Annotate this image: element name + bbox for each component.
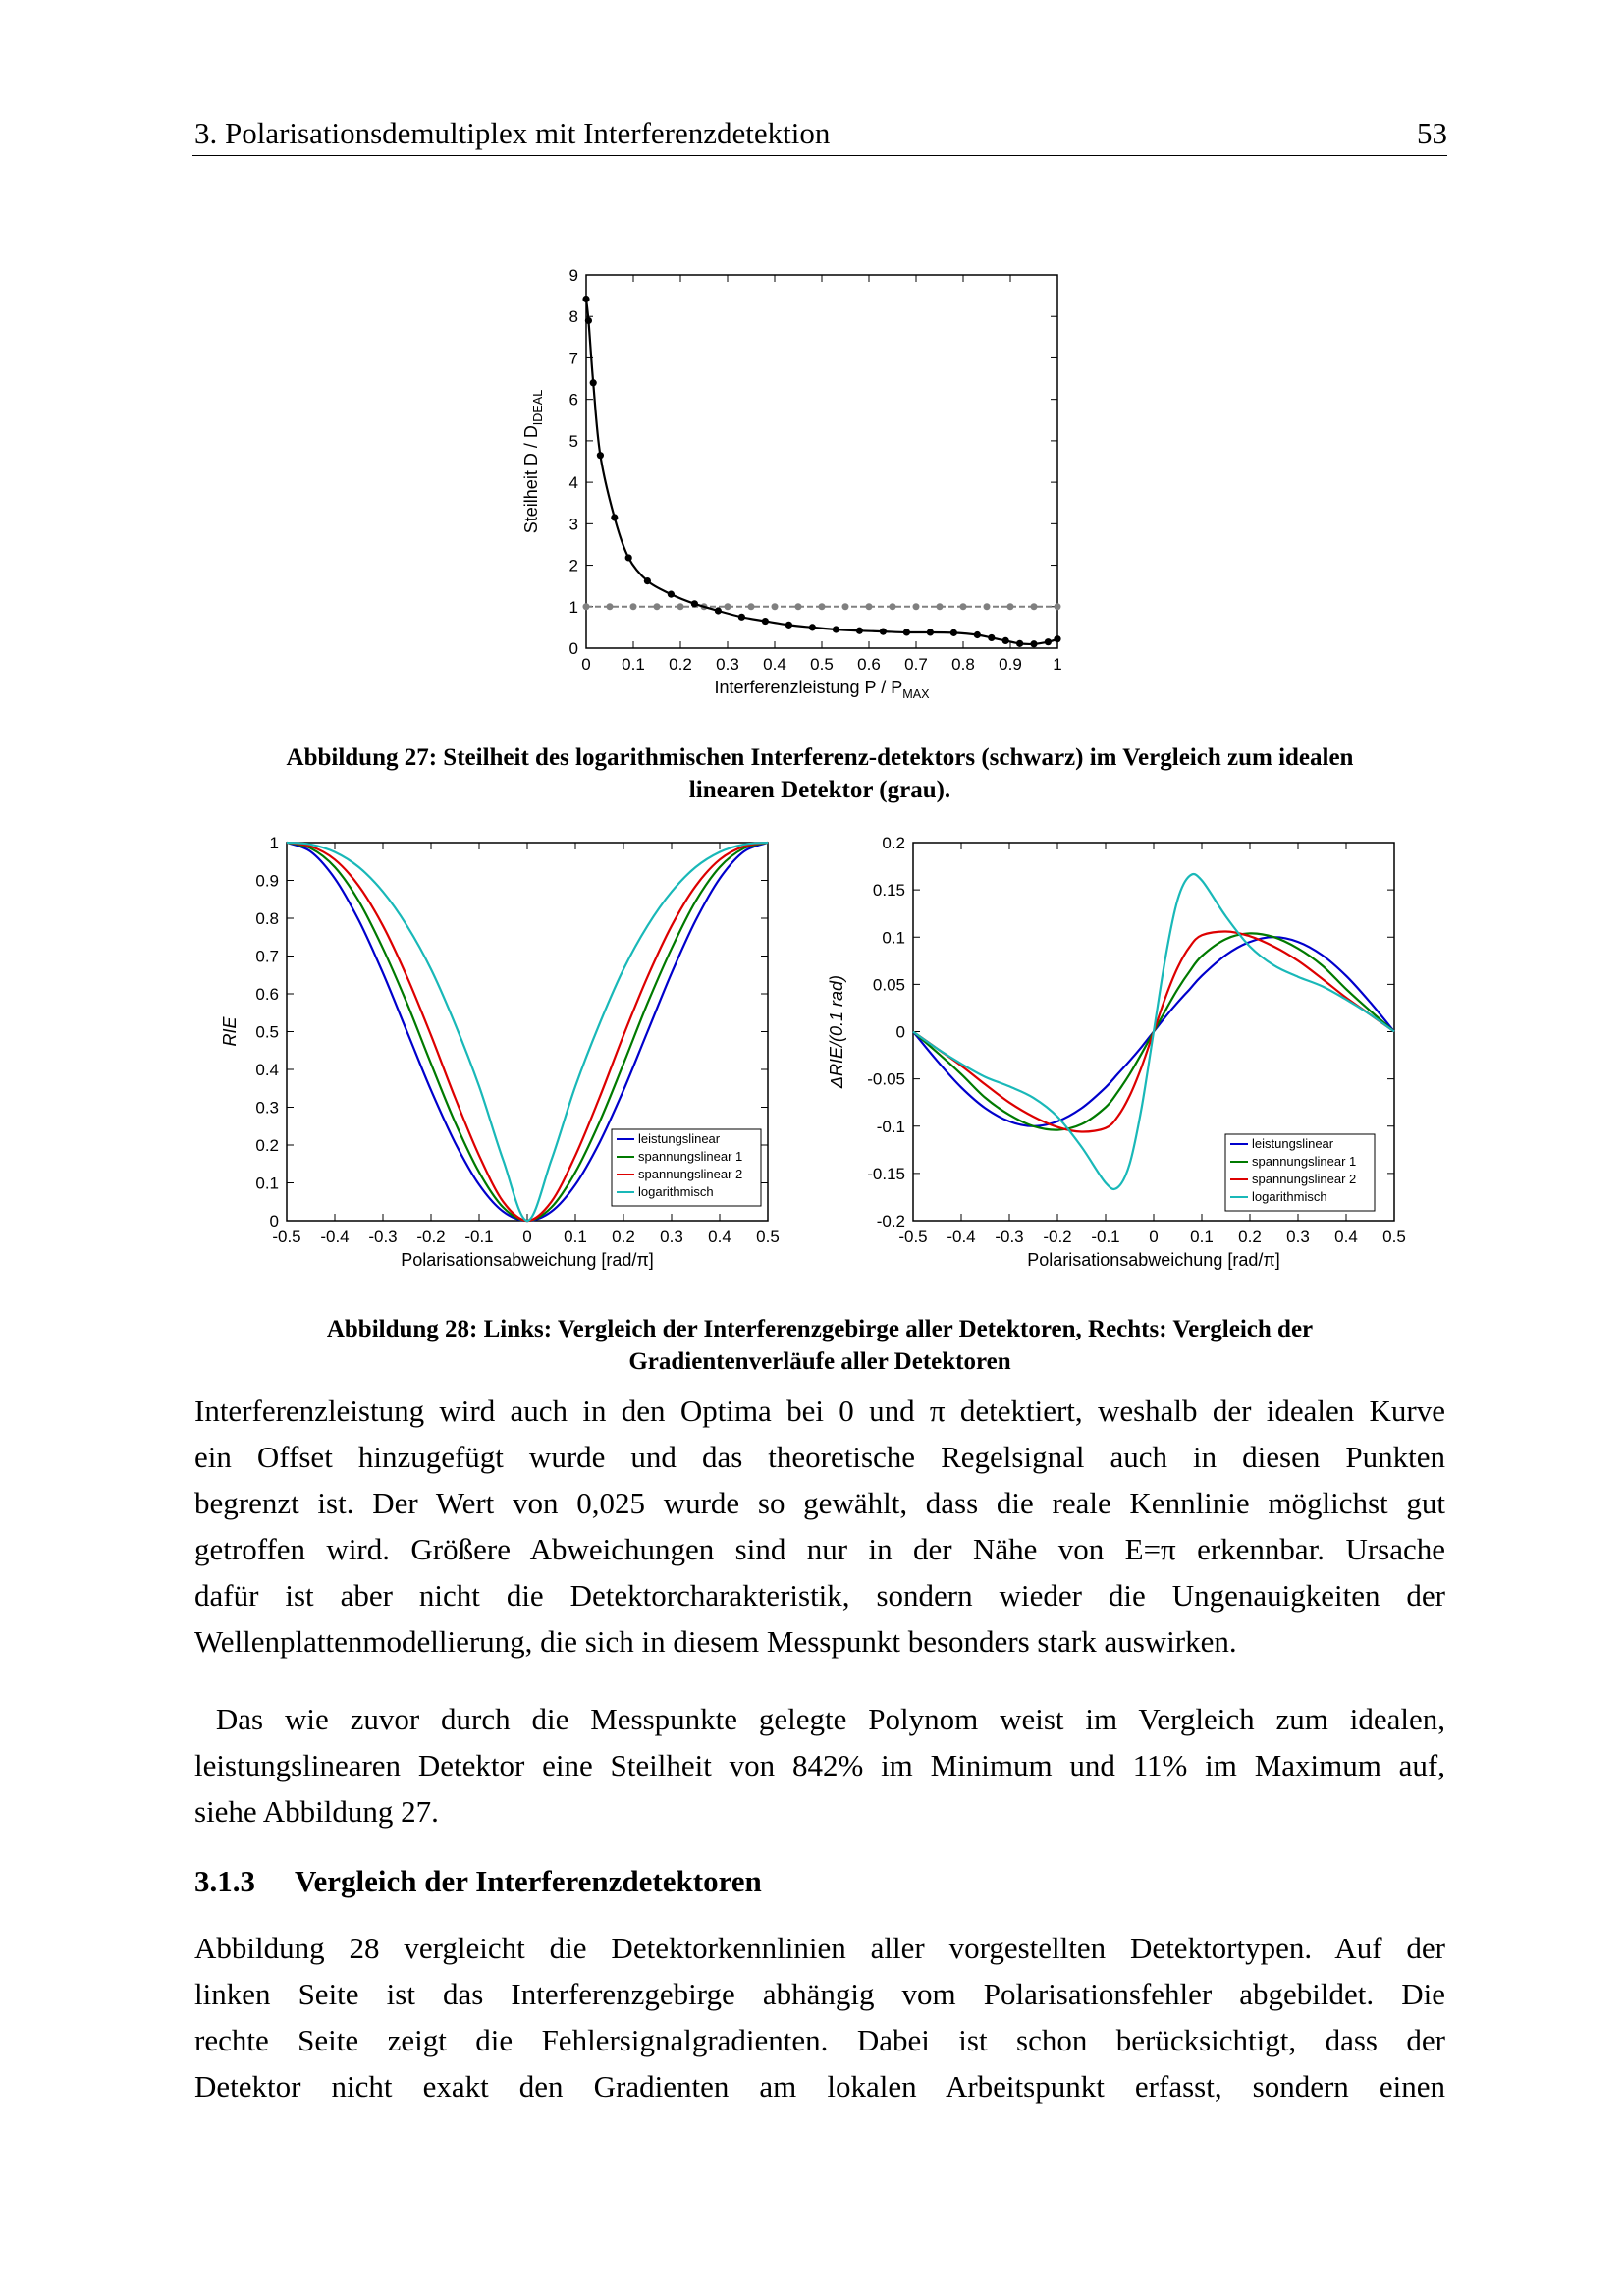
data-point-ideal xyxy=(607,603,614,610)
paragraph-3 xyxy=(194,1925,1445,2109)
legend-entry: logarithmisch xyxy=(1252,1189,1327,1204)
data-point-ideal xyxy=(866,603,873,610)
data-point-log xyxy=(668,591,675,598)
paragraph-line: linken Seite ist das Interferenzgebirge abhängig vom Polarisationsfehler abgebildet. Die xyxy=(194,1977,1445,2011)
y-tick-label: -0.05 xyxy=(867,1069,905,1089)
data-point-log xyxy=(590,379,597,386)
data-point-log xyxy=(809,624,816,630)
data-point-log xyxy=(715,607,722,614)
data-point-log xyxy=(880,629,887,635)
y-tick-label: 0 xyxy=(269,1212,279,1230)
paragraph-line: rechte Seite zeigt die Fehlersignalgradienten. Dabei ist schon berücksichtigt, dass der xyxy=(194,2023,1445,2057)
paragraph-1 xyxy=(194,1388,1445,1665)
x-tick-label: 0 xyxy=(581,655,591,674)
figure-28-caption-line2: Gradientenverläufe aller Detektoren xyxy=(628,1348,1011,1375)
legend-entry: spannungslinear 2 xyxy=(1252,1172,1357,1186)
data-point-ideal xyxy=(984,603,991,610)
legend-entry: leistungslinear xyxy=(638,1131,721,1146)
paragraph-line: Abbildung 28 vergleicht die Detektorkennlinien aller vorgestellten Detektortypen. Auf der xyxy=(194,1931,1445,1965)
data-point-ideal xyxy=(725,603,731,610)
y-tick-label: 0.15 xyxy=(872,881,905,901)
x-tick-label: 0 xyxy=(522,1228,532,1246)
y-tick-label: -0.1 xyxy=(876,1117,905,1136)
x-tick-label: 0.7 xyxy=(904,655,928,674)
y-tick-label: 9 xyxy=(568,266,578,285)
paragraph-2 xyxy=(194,1696,1445,1834)
data-point-ideal xyxy=(842,603,849,610)
legend-entry: spannungslinear 1 xyxy=(638,1149,743,1164)
data-point-log xyxy=(611,514,618,520)
y-axis-label: RIE xyxy=(220,1016,240,1047)
x-tick-label: 0.2 xyxy=(1238,1228,1262,1246)
paragraph-line: Wellenplattenmodellierung, die sich in diesem Messpunkt besonders stark auswirken. xyxy=(194,1624,1237,1659)
page-number: 53 xyxy=(1417,116,1447,150)
data-point-log xyxy=(833,626,839,632)
y-tick-label: 7 xyxy=(568,349,578,368)
x-tick-label: 0.6 xyxy=(857,655,881,674)
x-tick-label: 0.3 xyxy=(660,1228,683,1246)
data-point-ideal xyxy=(630,603,637,610)
figure-28-left-chart xyxy=(206,830,795,1296)
data-point-log xyxy=(1016,640,1023,647)
y-tick-label: 2 xyxy=(568,556,578,575)
section-number: 3.1.3 xyxy=(194,1864,255,1898)
y-tick-label: 8 xyxy=(568,307,578,327)
data-point-ideal xyxy=(583,603,590,610)
data-point-log xyxy=(927,629,934,635)
data-point-log xyxy=(762,618,769,625)
y-axis-label: Steilheit D / $D_{IDEAL}$ xyxy=(521,389,545,534)
data-point-ideal xyxy=(677,603,684,610)
figure-28-caption-line1: Abbildung 28: Links: Vergleich der Interferenzgebirge aller Detektoren, Rechts: Vergleich der xyxy=(326,1316,1314,1342)
paragraph-line: siehe Abbildung 27. xyxy=(194,1794,439,1829)
header-rule xyxy=(192,155,1447,156)
x-tick-label: -0.4 xyxy=(320,1228,350,1246)
data-point-ideal xyxy=(795,603,802,610)
data-point-log xyxy=(1002,637,1009,644)
y-tick-label: -0.15 xyxy=(867,1164,905,1183)
paragraph-line: begrenzt ist. Der Wert von 0,025 wurde so gewählt, dass die reale Kennlinie möglichst gut xyxy=(194,1486,1445,1520)
plot-frame xyxy=(586,275,1057,648)
x-tick-label: 0.2 xyxy=(669,655,692,674)
legend-entry: leistungslinear xyxy=(1252,1136,1334,1151)
paragraph-line: dafür ist aber nicht die Detektorcharakteristik, sondern wieder die Ungenauigkeiten der xyxy=(194,1578,1445,1613)
figure-28-caption xyxy=(192,1313,1447,1378)
y-tick-label: 3 xyxy=(568,515,578,534)
y-tick-label: 1 xyxy=(568,597,578,617)
y-tick-label: 0.5 xyxy=(255,1022,279,1042)
x-tick-label: -0.4 xyxy=(947,1228,976,1246)
y-tick-label: 0.2 xyxy=(882,834,905,852)
data-point-log xyxy=(1045,638,1052,645)
x-tick-label: 0.5 xyxy=(810,655,834,674)
x-tick-label: 0.1 xyxy=(1190,1228,1214,1246)
figure-28-right-chart xyxy=(815,830,1424,1296)
x-axis-label: Interferenzleistung P / $P_{MAX}$ xyxy=(714,678,930,701)
data-point-ideal xyxy=(1031,603,1038,610)
figure-27-chart xyxy=(511,255,1080,717)
section-heading xyxy=(194,1864,762,1899)
y-tick-label: 0.9 xyxy=(255,871,279,891)
x-axis-label: Polarisationsabweichung [rad/π] xyxy=(401,1250,654,1270)
x-tick-label: -0.3 xyxy=(368,1228,398,1246)
figure-27-caption xyxy=(192,741,1447,806)
y-tick-label: 0.1 xyxy=(255,1174,279,1193)
x-tick-label: -0.2 xyxy=(416,1228,446,1246)
figure-27-caption-line1: Abbildung 27: Steilheit des logarithmischen Interferenz-detektors (schwarz) im Vergleich zum idealen xyxy=(286,744,1354,771)
x-axis-label: Polarisationsabweichung [rad/π] xyxy=(1027,1250,1280,1270)
data-point-log xyxy=(903,629,910,635)
data-point-log xyxy=(625,554,632,561)
x-tick-label: -0.1 xyxy=(464,1228,494,1246)
data-point-ideal xyxy=(772,603,779,610)
legend-entry: logarithmisch xyxy=(638,1184,714,1199)
y-tick-label: 0 xyxy=(568,639,578,658)
paragraph-line: ein Offset hinzugefügt wurde und das theoretische Regelsignal auch in diesen Punkten xyxy=(194,1440,1445,1474)
data-point-log xyxy=(644,577,651,584)
data-point-ideal xyxy=(937,603,944,610)
y-tick-label: 1 xyxy=(269,834,279,852)
x-tick-label: -0.1 xyxy=(1091,1228,1120,1246)
data-point-log xyxy=(950,629,957,636)
data-point-log xyxy=(974,631,981,638)
y-axis-label: ΔRIE/(0.1 rad) xyxy=(827,974,846,1089)
data-point-ideal xyxy=(654,603,661,610)
paragraph-line: Interferenzleistung wird auch in den Optima bei 0 und π detektiert, weshalb der idealen Kurve xyxy=(194,1394,1445,1428)
legend-entry: spannungslinear 1 xyxy=(1252,1154,1357,1169)
data-point-ideal xyxy=(748,603,755,610)
x-tick-label: 0.3 xyxy=(1286,1228,1310,1246)
x-tick-label: 0.5 xyxy=(1382,1228,1406,1246)
data-point-ideal xyxy=(819,603,826,610)
running-header-chapter: 3. Polarisationsdemultiplex mit Interferenzdetektion xyxy=(194,116,831,150)
paragraph-line: Das wie zuvor durch die Messpunkte gelegte Polynom weist im Vergleich zum idealen, xyxy=(194,1702,1445,1736)
x-tick-label: 0.3 xyxy=(716,655,739,674)
data-point-ideal xyxy=(960,603,967,610)
y-tick-label: 0.7 xyxy=(255,947,279,966)
x-tick-label: 0.1 xyxy=(564,1228,587,1246)
data-point-log xyxy=(582,296,589,302)
data-point-log xyxy=(785,622,792,629)
data-point-log xyxy=(597,452,604,459)
data-point-log xyxy=(1030,640,1037,647)
y-tick-label: 0.4 xyxy=(255,1061,279,1079)
y-tick-label: 0.1 xyxy=(882,928,905,948)
x-tick-label: 0.4 xyxy=(1334,1228,1358,1246)
x-tick-label: 0.1 xyxy=(622,655,645,674)
data-point-ideal xyxy=(890,603,896,610)
x-tick-label: 0.9 xyxy=(999,655,1022,674)
y-tick-label: 4 xyxy=(568,473,578,493)
x-tick-label: -0.5 xyxy=(272,1228,301,1246)
data-point-ideal xyxy=(1055,603,1061,610)
data-point-ideal xyxy=(913,603,920,610)
y-tick-label: 0.8 xyxy=(255,909,279,928)
x-tick-label: -0.5 xyxy=(898,1228,928,1246)
paragraph-line: getroffen wird. Größere Abweichungen sind nur in der Nähe von E=π erkennbar. Ursache xyxy=(194,1532,1445,1566)
data-point-ideal xyxy=(1007,603,1014,610)
paragraph-line: leistungslinearen Detektor eine Steilheit von 842% im Minimum und 11% im Maximum auf, xyxy=(194,1748,1445,1782)
x-tick-label: -0.3 xyxy=(995,1228,1024,1246)
data-point-log xyxy=(585,317,592,324)
x-tick-label: 0.8 xyxy=(951,655,975,674)
data-point-log xyxy=(738,614,745,621)
y-tick-label: -0.2 xyxy=(876,1212,905,1230)
x-tick-label: 1 xyxy=(1053,655,1062,674)
y-tick-label: 0.3 xyxy=(255,1098,279,1118)
figure-27-caption-line2: linearen Detektor (grau). xyxy=(688,777,951,803)
paragraph-line: Detektor nicht exakt den Gradienten am lokalen Arbeitspunkt erfasst, sondern einen xyxy=(194,2069,1445,2104)
y-tick-label: 5 xyxy=(568,431,578,451)
data-point-log xyxy=(1054,635,1060,642)
y-tick-label: 0.2 xyxy=(255,1136,279,1155)
x-tick-label: 0.5 xyxy=(756,1228,780,1246)
data-point-log xyxy=(988,634,995,641)
legend-entry: spannungslinear 2 xyxy=(638,1167,743,1181)
x-tick-label: 0 xyxy=(1149,1228,1159,1246)
x-tick-label: 0.2 xyxy=(612,1228,635,1246)
section-title: Vergleich der Interferenzdetektoren xyxy=(295,1864,762,1898)
data-point-log xyxy=(856,628,863,634)
x-tick-label: -0.2 xyxy=(1043,1228,1072,1246)
y-tick-label: 6 xyxy=(568,390,578,410)
x-tick-label: 0.4 xyxy=(763,655,786,674)
x-tick-label: 0.4 xyxy=(708,1228,731,1246)
y-tick-label: 0.05 xyxy=(872,975,905,995)
y-tick-label: 0 xyxy=(895,1022,905,1042)
y-tick-label: 0.6 xyxy=(255,985,279,1004)
data-point-log xyxy=(691,600,698,607)
